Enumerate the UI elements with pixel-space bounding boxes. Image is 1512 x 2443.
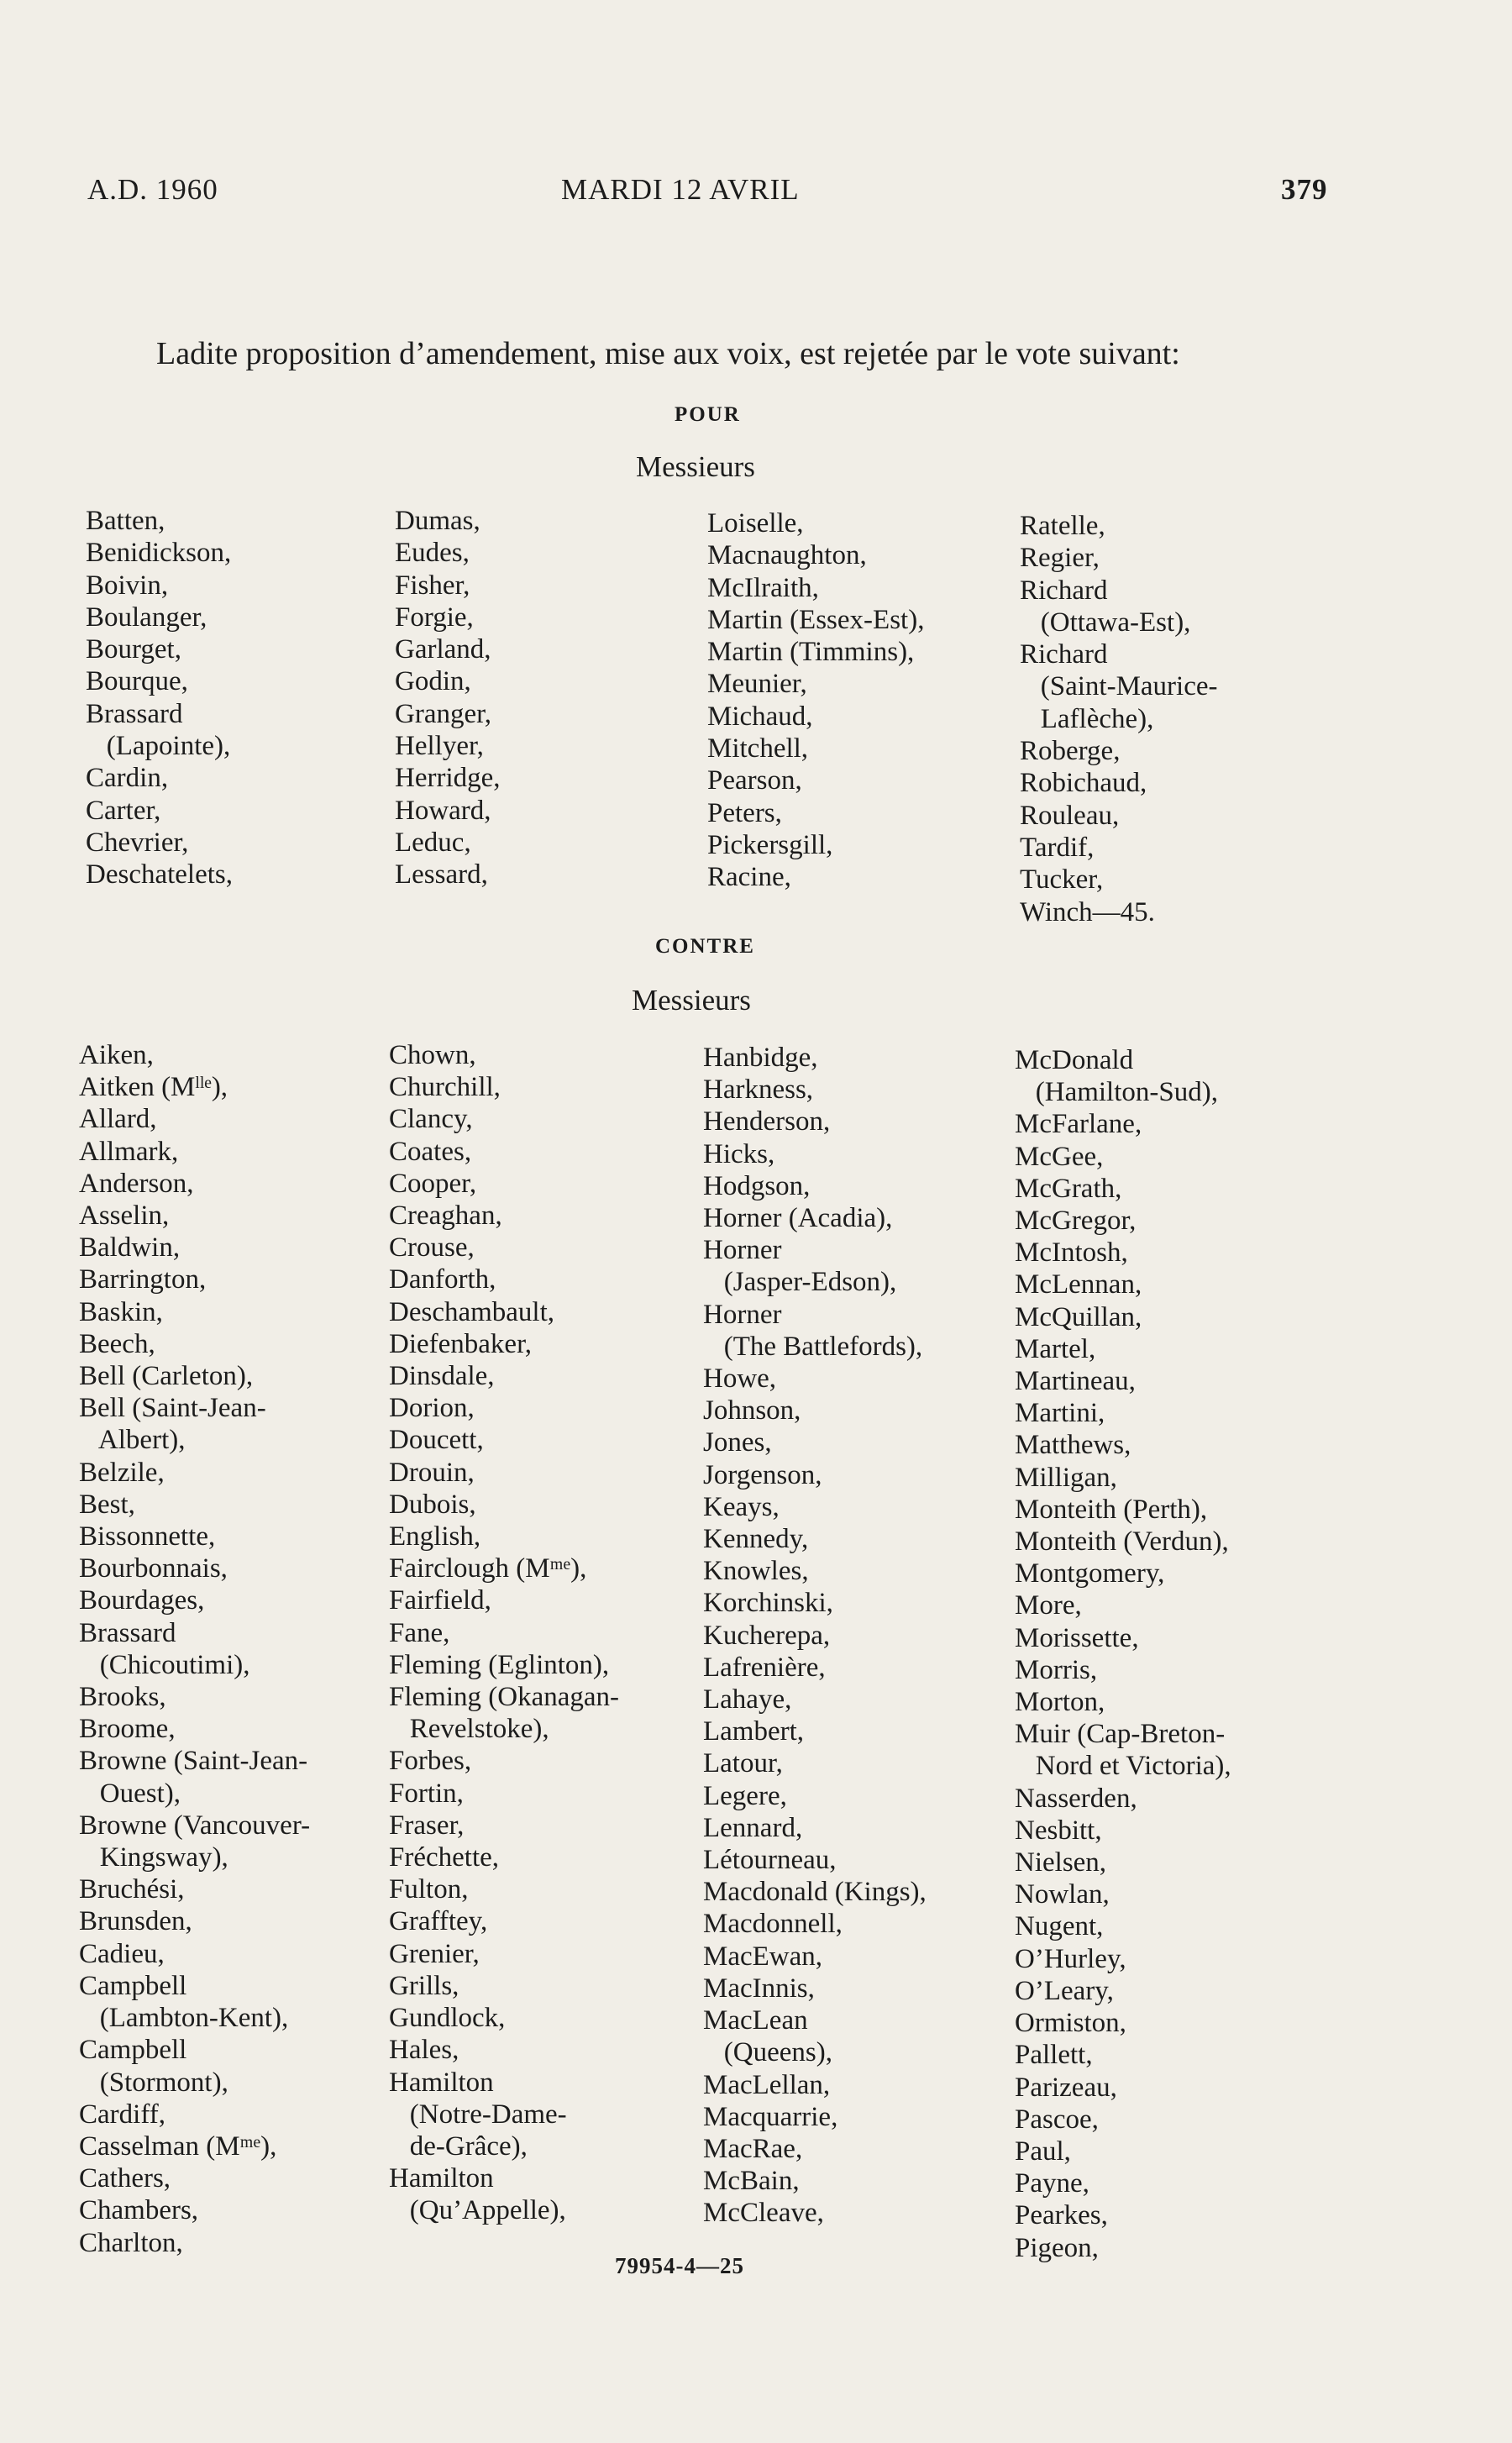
contre-member: Hamilton	[389, 2067, 494, 2098]
contre-member: Gundlock,	[389, 2003, 506, 2034]
contre-member: Muir (Cap-Breton-	[1015, 1719, 1226, 1750]
contre-member: Fairfield,	[389, 1585, 491, 1616]
contre-member: Grills,	[389, 1970, 459, 2001]
pour-member: Peters,	[707, 797, 782, 828]
contre-member: Baskin,	[79, 1296, 163, 1327]
contre-member: Matthews,	[1015, 1430, 1131, 1461]
pour-column-4	[1020, 510, 1331, 928]
contre-member: Morris,	[1015, 1654, 1098, 1685]
contre-member: Deschambault,	[389, 1296, 555, 1327]
contre-member: Horner (Acadia),	[703, 1203, 893, 1234]
pour-member: Ratelle,	[1020, 511, 1105, 541]
contre-member: McDonald	[1015, 1045, 1134, 1075]
contre-member: Morton,	[1015, 1687, 1105, 1718]
contre-member: Monteith (Perth),	[1015, 1494, 1208, 1525]
intro-paragraph: Ladite proposition d’amendement, mise aux voix, est rejetée par le vote suivant:	[156, 336, 1180, 371]
contre-member: Pearkes,	[1015, 2200, 1108, 2231]
contre-member: Chambers,	[79, 2195, 199, 2226]
contre-member: Brassard	[79, 1617, 176, 1648]
contre-member: Macquarrie,	[703, 2101, 838, 2132]
pour-member: (Lapointe),	[86, 731, 231, 762]
contre-member: (Notre-Dame-	[389, 2099, 567, 2130]
contre-member: McIntosh,	[1015, 1237, 1128, 1269]
pour-member: Boulanger,	[86, 602, 207, 633]
contre-member: Diefenbaker,	[389, 1328, 532, 1359]
contre-member: Clancy,	[389, 1104, 473, 1135]
contre-column-3	[703, 1042, 1014, 2230]
contre-member: Albert),	[79, 1425, 186, 1456]
pour-member: Bourque,	[86, 666, 188, 697]
contre-member: McBain,	[703, 2166, 800, 2197]
footer-code: 79954-4—25	[615, 2253, 744, 2278]
contre-subtitle: Messieurs	[632, 984, 751, 1017]
contre-member: Fortin,	[389, 1778, 464, 1809]
pour-member: (Ottawa-Est),	[1020, 607, 1191, 638]
pour-member: Boivin,	[86, 570, 169, 601]
contre-member: Jorgenson,	[703, 1459, 822, 1490]
pour-member: (Saint-Maurice-	[1020, 671, 1218, 702]
contre-member: Paul,	[1015, 2136, 1071, 2167]
contre-member: Danforth,	[389, 1264, 496, 1295]
contre-member: Hodgson,	[703, 1170, 811, 1201]
contre-member: McQuillan,	[1015, 1301, 1142, 1332]
contre-member: Korchinski,	[703, 1588, 833, 1619]
pour-member: Roberge,	[1020, 736, 1121, 767]
contre-member: Horner	[703, 1299, 782, 1330]
pour-member: Carter,	[86, 795, 161, 826]
contre-member: Martel,	[1015, 1333, 1096, 1364]
contre-member: Broome,	[79, 1714, 176, 1745]
contre-member: MacLean	[703, 2005, 808, 2036]
contre-member: Hanbidge,	[703, 1043, 818, 1073]
contre-member: Henderson,	[703, 1106, 831, 1137]
contre-member: Fraser,	[389, 1810, 465, 1841]
pour-member: Herridge,	[395, 763, 501, 794]
pour-member: Richard	[1020, 639, 1108, 670]
contre-member: Barrington,	[79, 1264, 207, 1295]
pour-member: Batten,	[86, 506, 165, 536]
contre-member: Cooper,	[389, 1168, 477, 1199]
contre-member: Dorion,	[389, 1393, 475, 1424]
contre-member: Horner	[703, 1235, 782, 1266]
contre-member: (Jasper-Edson),	[703, 1267, 897, 1298]
contre-member: Lennard,	[703, 1812, 803, 1843]
contre-member: Bruchési,	[79, 1874, 185, 1905]
contre-member: Bell (Saint-Jean-	[79, 1393, 266, 1424]
contre-member: Revelstoke),	[389, 1714, 549, 1745]
contre-member: Nasserden,	[1015, 1783, 1137, 1814]
contre-member: Johnson,	[703, 1395, 801, 1426]
contre-member: Campbell	[79, 2035, 187, 2066]
contre-member: Nowlan,	[1015, 1879, 1110, 1910]
pour-member: Tucker,	[1020, 864, 1104, 896]
contre-member: Monteith (Verdun),	[1015, 1526, 1229, 1558]
contre-member: Kingsway),	[79, 1842, 228, 1873]
contre-member: (Lambton-Kent),	[79, 2003, 289, 2034]
contre-member: McLennan,	[1015, 1269, 1142, 1300]
contre-member: Anderson,	[79, 1168, 194, 1199]
contre-member: Allard,	[79, 1104, 157, 1135]
pour-member: Pearson,	[707, 765, 802, 796]
pour-member: McIlraith,	[707, 572, 819, 603]
contre-member: Allmark,	[79, 1136, 179, 1167]
contre-member: Kucherepa,	[703, 1620, 831, 1651]
pour-member: Garland,	[395, 634, 491, 665]
contre-member: Fulton,	[389, 1874, 469, 1905]
contre-member: Keays,	[703, 1491, 780, 1522]
contre-member: Howe,	[703, 1363, 777, 1395]
contre-heading: CONTRE	[655, 935, 755, 958]
contre-member: Fairclough (Mᵐᵉ),	[389, 1553, 587, 1584]
pour-column-2	[395, 505, 706, 891]
contre-member: Best,	[79, 1489, 135, 1520]
contre-member: Kennedy,	[703, 1524, 809, 1555]
contre-member: McFarlane,	[1015, 1109, 1142, 1140]
pour-member: Robichaud,	[1020, 768, 1147, 799]
pour-member: Howard,	[395, 795, 491, 826]
contre-member: Beech,	[79, 1328, 155, 1359]
pour-member: Eudes,	[395, 538, 470, 569]
pour-member: Pickersgill,	[707, 829, 833, 860]
contre-member: Pigeon,	[1015, 2232, 1099, 2263]
contre-member: Fleming (Okanagan-	[389, 1682, 620, 1713]
contre-member: Jones,	[703, 1427, 772, 1458]
pour-member: Winch—45.	[1020, 896, 1155, 927]
contre-member: Asselin,	[79, 1200, 170, 1232]
contre-member: Doucett,	[389, 1425, 484, 1456]
pour-member: Michaud,	[707, 701, 813, 732]
contre-member: Payne,	[1015, 2168, 1089, 2199]
contre-member: O’Hurley,	[1015, 1943, 1126, 1974]
contre-member: Ormiston,	[1015, 2008, 1126, 2039]
contre-member: Cardiff,	[79, 2099, 165, 2130]
pour-member: Martin (Timmins),	[707, 637, 915, 668]
contre-member: Pallett,	[1015, 2040, 1093, 2071]
contre-member: MacInnis,	[703, 1973, 815, 2004]
pour-member: Chevrier,	[86, 827, 189, 858]
contre-member: Ouest),	[79, 1778, 181, 1809]
pour-member: Meunier,	[707, 669, 807, 700]
pour-member: Benidickson,	[86, 538, 232, 569]
contre-member: Macdonald (Kings),	[703, 1877, 927, 1908]
contre-member: Charlton,	[79, 2227, 183, 2258]
pour-subtitle: Messieurs	[636, 450, 755, 483]
contre-member: MacLellan,	[703, 2069, 831, 2100]
contre-member: Bell (Carleton),	[79, 1361, 254, 1392]
contre-member: Nugent,	[1015, 1911, 1104, 1942]
contre-member: Nord et Victoria),	[1015, 1751, 1231, 1782]
contre-member: Browne (Saint-Jean-	[79, 1746, 308, 1777]
pour-member: Rouleau,	[1020, 800, 1120, 831]
pour-member: Mitchell,	[707, 733, 809, 764]
contre-member: Casselman (Mᵐᵉ),	[79, 2130, 277, 2162]
contre-member: Dinsdale,	[389, 1361, 495, 1392]
contre-member: Montgomery,	[1015, 1558, 1165, 1589]
contre-member: Crouse,	[389, 1232, 475, 1264]
contre-member: (Queens),	[703, 2037, 832, 2068]
contre-member: O’Leary,	[1015, 1975, 1114, 2006]
contre-member: Létourneau,	[703, 1845, 837, 1876]
contre-column-4	[1015, 1044, 1326, 2264]
pour-column-1	[86, 505, 396, 891]
pour-member: Racine,	[707, 862, 791, 893]
pour-member: Forgie,	[395, 602, 474, 633]
contre-member: Lambert,	[703, 1716, 805, 1747]
header-date: MARDI 12 AVRIL	[561, 173, 800, 206]
pour-member: Dumas,	[395, 506, 480, 536]
contre-member: Milligan,	[1015, 1462, 1117, 1493]
contre-member: Churchill,	[389, 1072, 501, 1103]
contre-column-2	[389, 1039, 700, 2227]
contre-member: Bissonnette,	[79, 1521, 216, 1552]
page-number: 379	[1281, 173, 1328, 206]
contre-member: (Hamilton-Sud),	[1015, 1077, 1218, 1108]
pour-member: Macnaughton,	[707, 540, 867, 571]
pour-member: Granger,	[395, 698, 492, 729]
contre-member: de-Grâce),	[389, 2130, 528, 2162]
contre-member: (Stormont),	[79, 2067, 228, 2098]
contre-member: Fréchette,	[389, 1842, 500, 1873]
contre-member: Martineau,	[1015, 1366, 1136, 1397]
contre-member: (Qu’Appelle),	[389, 2195, 566, 2226]
contre-member: McGregor,	[1015, 1206, 1137, 1237]
contre-member: Parizeau,	[1015, 2072, 1117, 2103]
contre-member: (The Battlefords),	[703, 1331, 923, 1362]
contre-member: Lafrenière,	[703, 1652, 826, 1683]
contre-member: Hamilton	[389, 2163, 494, 2194]
contre-member: Pascoe,	[1015, 2104, 1099, 2135]
contre-member: Campbell	[79, 1970, 187, 2001]
contre-member: Baldwin,	[79, 1232, 181, 1264]
pour-member: Cardin,	[86, 763, 169, 794]
contre-member: Latour,	[703, 1748, 783, 1779]
pour-member: Fisher,	[395, 570, 470, 601]
contre-member: McCleave,	[703, 2198, 824, 2229]
pour-member: Regier,	[1020, 543, 1100, 574]
header-year: A.D. 1960	[87, 173, 218, 206]
contre-member: Aiken,	[79, 1040, 154, 1070]
pour-member: Hellyer,	[395, 731, 484, 762]
contre-member: English,	[389, 1521, 481, 1552]
contre-member: Dubois,	[389, 1489, 476, 1520]
contre-member: MacRae,	[703, 2133, 803, 2164]
contre-member: Belzile,	[79, 1457, 165, 1488]
contre-member: McGee,	[1015, 1141, 1104, 1172]
pour-member: Laflèche),	[1020, 703, 1154, 734]
contre-member: Brooks,	[79, 1682, 166, 1713]
contre-member: Cadieu,	[79, 1938, 165, 1969]
pour-member: Tardif,	[1020, 832, 1095, 863]
pour-member: Godin,	[395, 666, 471, 697]
contre-member: Lahaye,	[703, 1684, 792, 1715]
contre-member: Coates,	[389, 1136, 472, 1167]
pour-member: Bourget,	[86, 634, 181, 665]
contre-member: Grenier,	[389, 1938, 480, 1969]
contre-member: Browne (Vancouver-	[79, 1810, 311, 1841]
contre-member: McGrath,	[1015, 1173, 1122, 1204]
contre-column-1	[79, 1039, 390, 2259]
contre-member: Macdonnell,	[703, 1909, 843, 1940]
contre-member: MacEwan,	[703, 1941, 823, 1972]
pour-member: Richard	[1020, 575, 1108, 606]
contre-member: Cathers,	[79, 2163, 171, 2194]
contre-member: Aitken (Mˡˡᵉ),	[79, 1072, 228, 1103]
pour-member: Loiselle,	[707, 508, 804, 539]
contre-member: Creaghan,	[389, 1200, 502, 1232]
contre-member: Drouin,	[389, 1457, 475, 1488]
contre-member: Nesbitt,	[1015, 1815, 1102, 1846]
contre-member: More,	[1015, 1590, 1082, 1621]
pour-member: Lessard,	[395, 859, 488, 891]
pour-heading: POUR	[675, 403, 741, 426]
contre-member: Knowles,	[703, 1556, 809, 1587]
contre-member: Harkness,	[703, 1074, 814, 1106]
pour-member: Martin (Essex-Est),	[707, 604, 925, 635]
contre-member: Hicks,	[703, 1138, 775, 1169]
pour-column-3	[707, 507, 1018, 894]
contre-member: Grafftey,	[389, 1906, 488, 1937]
pour-member: Leduc,	[395, 827, 471, 858]
contre-member: Legere,	[703, 1780, 787, 1811]
contre-member: (Chicoutimi),	[79, 1649, 250, 1680]
pour-member: Brassard	[86, 698, 183, 729]
contre-member: Brunsden,	[79, 1906, 192, 1937]
contre-member: Nielsen,	[1015, 1847, 1107, 1878]
pour-member: Deschatelets,	[86, 859, 234, 891]
contre-member: Bourdages,	[79, 1585, 205, 1616]
contre-member: Hales,	[389, 2035, 459, 2066]
contre-member: Martini,	[1015, 1398, 1105, 1429]
contre-member: Fane,	[389, 1617, 450, 1648]
contre-member: Chown,	[389, 1040, 476, 1070]
contre-member: Bourbonnais,	[79, 1553, 228, 1584]
contre-member: Morissette,	[1015, 1622, 1139, 1653]
contre-member: Fleming (Eglinton),	[389, 1649, 610, 1680]
contre-member: Forbes,	[389, 1746, 472, 1777]
